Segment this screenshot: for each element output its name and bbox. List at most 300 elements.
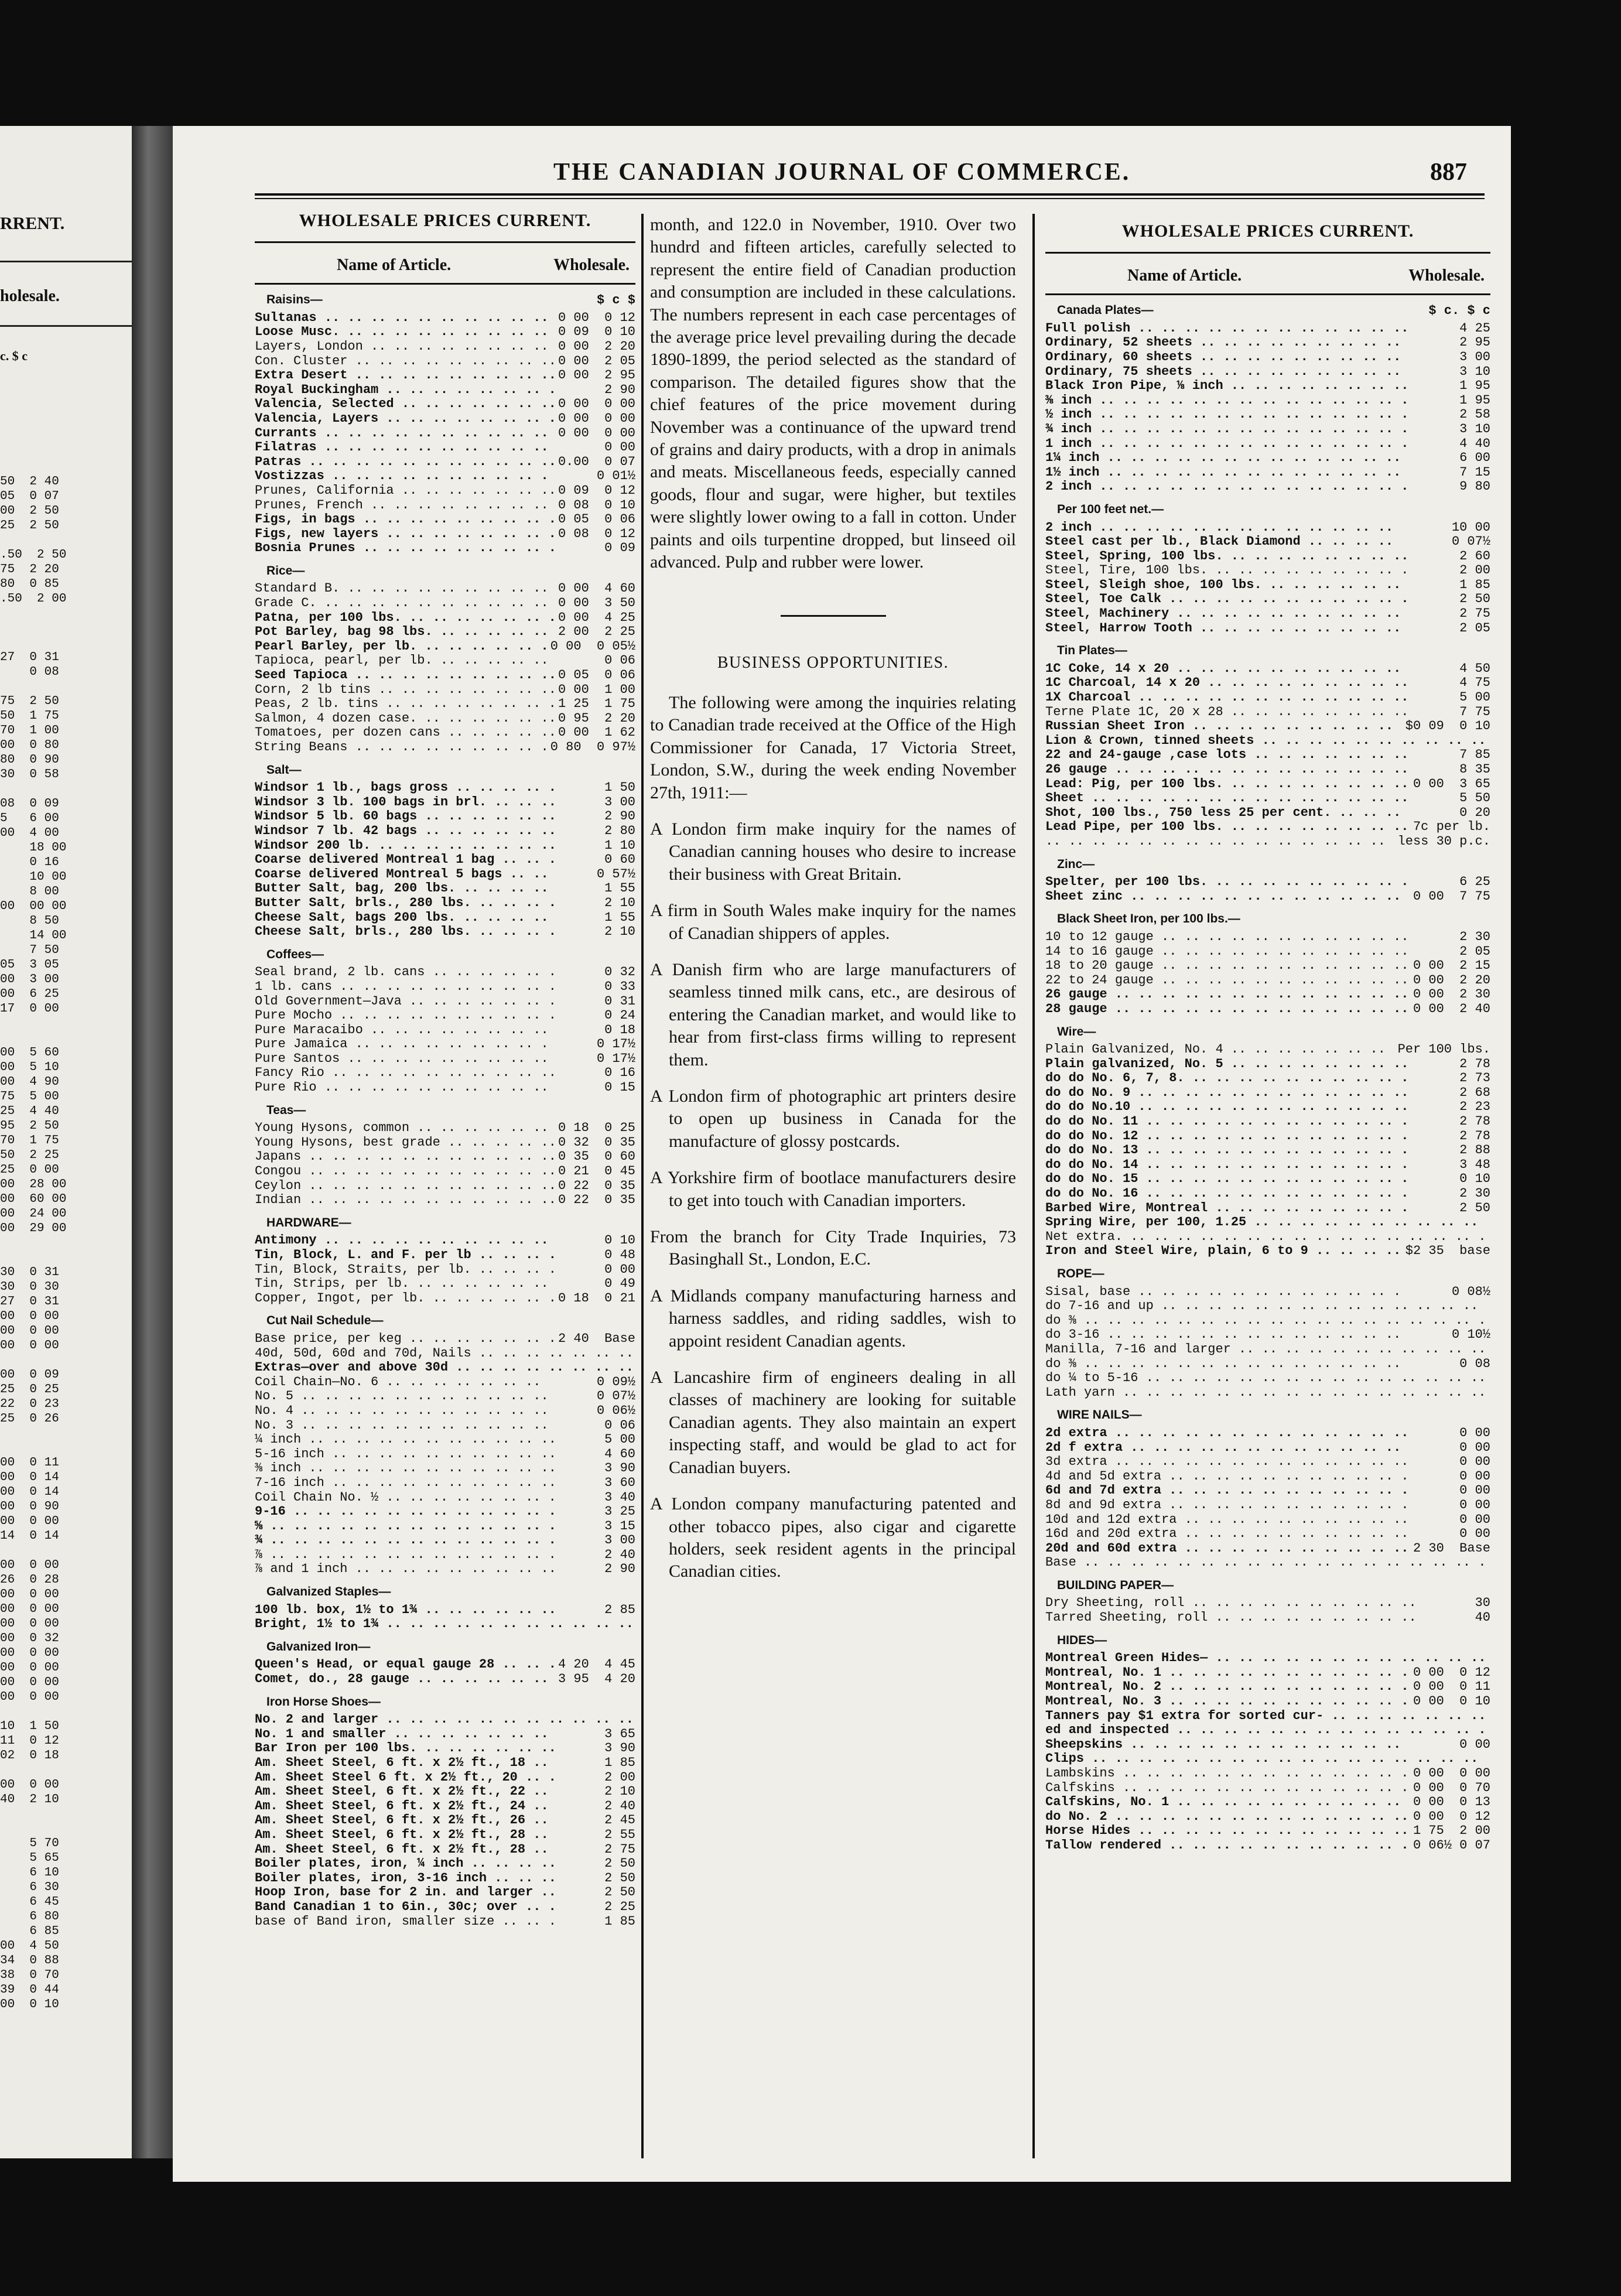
- price-row: [255, 1179, 635, 1194]
- wholesale-price: 0 08 0 12: [558, 527, 635, 541]
- price-fragment: 00 0 00: [0, 1661, 59, 1675]
- article-name: Base .. ..: [1045, 1556, 1488, 1570]
- wholesale-price: 2 40: [558, 1547, 635, 1562]
- section-title: ROPE—: [1057, 1267, 1104, 1280]
- article-name: Steel, Harrow Tooth .. ..: [1045, 621, 1411, 636]
- article-name: do do No.10 .. ..: [1045, 1100, 1411, 1115]
- price-fragment: 27 0 31: [0, 651, 59, 664]
- article-name: Copper, Ingot, per lb. .. ..: [255, 1292, 556, 1306]
- price-row: [255, 412, 635, 426]
- article-name: 8d and 9d extra .. ..: [1045, 1498, 1411, 1513]
- price-fragment: [0, 1353, 132, 1368]
- price-fragment: 10 00: [0, 870, 67, 884]
- article-name: Plain Galvanized, No. 4 .. ..: [1045, 1043, 1396, 1057]
- price-row: [1045, 806, 1490, 821]
- wholesale-price: 0 00 7 75: [1413, 889, 1490, 904]
- wholesale-price: [1488, 734, 1490, 749]
- price-fragment: 00 00 00: [0, 900, 67, 913]
- header-rule: [255, 193, 1485, 196]
- price-fragment: .50 2 00: [0, 592, 67, 606]
- price-fragment: [0, 1016, 132, 1031]
- article-name: Net extra. .. ..: [1045, 1230, 1488, 1245]
- article-name: Am. Sheet Steel 6 ft. x 2½ ft., 20 .. ..: [255, 1771, 556, 1785]
- price-row: [255, 1519, 635, 1534]
- article-name: Ceylon .. ..: [255, 1179, 556, 1194]
- price-row: [1045, 1115, 1490, 1129]
- wholesale-price: 3 00: [1413, 350, 1490, 364]
- section-title: Coffees—: [266, 947, 324, 961]
- article-name: Figs, in bags .. ..: [255, 512, 556, 527]
- price-row: [255, 1885, 635, 1900]
- wholesale-price: 0 07½: [1405, 535, 1490, 549]
- article-name: Am. Sheet Steel, 6 ft. x 2½ ft., 26 .. ..: [255, 1813, 556, 1828]
- article-name: Dry Sheeting, roll .. ..: [1045, 1596, 1426, 1611]
- wholesale-price: 0 10: [1413, 1172, 1490, 1187]
- wholesale-price: 5 50: [1413, 791, 1490, 806]
- wholesale-price: 0 00 4 60: [558, 582, 635, 596]
- article-name: Extras—over and above 30d .. ..: [255, 1361, 633, 1375]
- wholesale-price: 2 05: [1413, 621, 1490, 636]
- wholesale-price: [1488, 1215, 1490, 1230]
- price-fragment: [0, 679, 132, 694]
- price-row: [1045, 973, 1490, 988]
- price-fragment: 80 0 90: [0, 753, 59, 767]
- price-row: [255, 839, 635, 853]
- wholesale-price: 1 50: [558, 781, 635, 795]
- article-name: Spelter, per 100 lbs. .. ..: [1045, 875, 1411, 890]
- article-name: Lion & Crown, tinned sheets .. ..: [1045, 734, 1488, 749]
- price-fragment: 00 4 50: [0, 1939, 59, 1953]
- wholesale-price: 0 08 0 10: [558, 498, 635, 512]
- price-fragment: 8 00: [0, 885, 59, 898]
- price-row: [255, 311, 635, 326]
- price-row: [1045, 1086, 1490, 1101]
- price-row: [255, 1713, 635, 1727]
- price-row: [1045, 1455, 1490, 1470]
- wholesale-price: 2 50: [1413, 1201, 1490, 1215]
- wholesale-prices-column-left: [255, 214, 635, 2170]
- article-name: ⅜ inch .. ..: [255, 1461, 556, 1476]
- price-row: [255, 1332, 635, 1347]
- article-name: Butter Salt, bag, 200 lbs. .. ..: [255, 882, 556, 896]
- previous-page-fragment: [0, 126, 132, 2158]
- price-fragment: 10 1 50: [0, 1720, 59, 1733]
- article-name: Terne Plate 1C, 20 x 28 .. ..: [1045, 705, 1411, 720]
- price-row: [1045, 1328, 1490, 1342]
- price-fragment: 0 16: [0, 856, 59, 869]
- wholesale-price: 7 15: [1413, 465, 1490, 480]
- article-name: Tin, Block, L. and F. per lb .. ..: [255, 1248, 556, 1263]
- wholesale-price: 6 00: [1413, 451, 1490, 466]
- price-fragment: 50 2 25: [0, 1149, 59, 1162]
- price-fragment: 00 4 90: [0, 1075, 59, 1089]
- price-fragment: 00 5 60: [0, 1046, 59, 1060]
- article-name: Coarse delivered Montreal 1 bag .. ..: [255, 853, 556, 867]
- wholesale-price: 2 58: [1413, 408, 1490, 422]
- price-row: [255, 1277, 635, 1292]
- divider: [0, 261, 132, 262]
- article-name: Con. Cluster .. ..: [255, 354, 556, 369]
- price-row: [1045, 437, 1490, 452]
- article-name: Sheet .. ..: [1045, 791, 1411, 806]
- price-row: [1045, 1386, 1490, 1400]
- article-name: Young Hysons, common .. ..: [255, 1121, 556, 1136]
- article-name: 1 lb. cans .. ..: [255, 980, 556, 995]
- wholesale-price: 2 10: [558, 925, 635, 939]
- article-name: Tallow rendered .. ..: [1045, 1839, 1411, 1853]
- price-row: [255, 896, 635, 911]
- price-fragment: [0, 1441, 132, 1456]
- price-row: [1045, 1470, 1490, 1484]
- wholesale-price: 3 90: [558, 1741, 635, 1756]
- price-fragment: [0, 621, 132, 636]
- price-row: [1045, 1244, 1490, 1259]
- article-name: Comet, do., 28 gauge .. ..: [255, 1672, 556, 1687]
- article-name: 28 gauge .. ..: [1045, 1002, 1411, 1017]
- article-name: Am. Sheet Steel, 6 ft. x 2½ ft., 18 .. ..: [255, 1756, 556, 1771]
- wholesale-price: 2 60: [1413, 549, 1490, 563]
- price-fragment: 05 3 05: [0, 958, 59, 972]
- article-name: Am. Sheet Steel, 6 ft. x 2½ ft., 22 .. ..: [255, 1785, 556, 1799]
- price-row: [1045, 1839, 1490, 1853]
- wholesale-price: 2 75: [1413, 607, 1490, 621]
- wholesale-price: 0 00 1 00: [558, 682, 635, 697]
- section-title: Salt—: [266, 763, 302, 777]
- price-row: [255, 354, 635, 369]
- price-fragment: 75 5 00: [0, 1090, 59, 1103]
- price-row: [1045, 1230, 1490, 1245]
- wholesale-price: 0 18 0 21: [558, 1291, 635, 1306]
- article-name: Corn, 2 lb tins .. ..: [255, 683, 556, 698]
- price-row: [255, 1741, 635, 1756]
- price-row: [255, 1404, 635, 1419]
- price-row: [255, 683, 635, 698]
- price-fragment: 00 0 00: [0, 1588, 59, 1601]
- wholesale-price: 2 00: [558, 1770, 635, 1785]
- price-fragment: 25 0 26: [0, 1412, 59, 1426]
- article-name: Horse Hides .. ..: [1045, 1824, 1411, 1839]
- price-row: [1045, 1666, 1490, 1680]
- article-name: do ¼ to 5-16 .. ..: [1045, 1371, 1488, 1386]
- previous-page-heading: RRENT.: [0, 214, 65, 233]
- price-row: [1045, 563, 1490, 578]
- section-title: Rice—: [266, 563, 305, 578]
- article-name: Calfskins, No. 1 .. ..: [1045, 1795, 1411, 1810]
- inquiry-item: A firm in South Wales make inquiry for the names of Canadian shippers of apples.: [650, 901, 1016, 943]
- wholesale-price: 0 16: [558, 1066, 635, 1081]
- price-row: [1045, 1172, 1490, 1187]
- wholesale-prices-column-right: [1045, 214, 1490, 2170]
- price-fragment: 00 0 09: [0, 1368, 59, 1382]
- wholesale-price: 2 90: [558, 809, 635, 824]
- price-row: [255, 1727, 635, 1742]
- price-row: [1045, 875, 1490, 890]
- price-row: [255, 911, 635, 925]
- article-name: Clips .. ..: [1045, 1752, 1488, 1767]
- article-name: 1¼ inch .. ..: [1045, 451, 1411, 466]
- book-gutter: [132, 126, 173, 2158]
- wholesale-price: [1488, 1386, 1490, 1400]
- wholesale-price: 0 00 0 00: [1413, 1767, 1490, 1781]
- price-row: [1045, 1285, 1490, 1300]
- article-name: Manilla, 7-16 and larger .. ..: [1045, 1342, 1488, 1357]
- article-name: do No. 2 .. ..: [1045, 1810, 1411, 1824]
- price-fragment: 6 10: [0, 1866, 59, 1880]
- price-row: [255, 1533, 635, 1548]
- page-header: [173, 158, 1485, 193]
- wholesale-price: 5 00: [1413, 691, 1490, 705]
- price-row: [255, 740, 635, 755]
- wholesale-price: 1 75 2 00: [1413, 1824, 1490, 1839]
- wholesale-price: Per 100 lbs.: [1397, 1043, 1490, 1057]
- article-name: Filatras .. ..: [255, 440, 556, 455]
- wholesale-price: 0 17½: [550, 1037, 635, 1052]
- divider: [1045, 293, 1490, 295]
- price-fragment: [0, 1543, 132, 1558]
- price-row: [255, 455, 635, 470]
- wholesale-price: 10 00: [1405, 520, 1490, 535]
- article-name: do do No. 15 .. ..: [1045, 1172, 1411, 1187]
- price-row: [255, 1375, 635, 1390]
- price-row: [255, 541, 635, 556]
- section-title: Iron Horse Shoes—: [266, 1694, 381, 1709]
- article-name: do ⅜ .. ..: [1045, 1314, 1488, 1328]
- price-row: [255, 925, 635, 939]
- wholesale-price: [1488, 1752, 1490, 1767]
- wholesale-price: 0 06: [558, 1418, 635, 1433]
- wholesale-price: 1 55: [558, 910, 635, 925]
- price-row: [1045, 676, 1490, 691]
- page-number: 887: [1430, 159, 1467, 186]
- article-name: do do No. 16 .. ..: [1045, 1187, 1411, 1201]
- article-name: Fancy Rio .. ..: [255, 1066, 556, 1081]
- inquiry-item: A London firm make inquiry for the names of Canadian canning houses who desire to increase their business with Great Britain.: [650, 819, 1016, 884]
- article-name: Tin, Strips, per lb. .. ..: [255, 1277, 556, 1292]
- article-name: Cheese Salt, bags 200 lbs. .. ..: [255, 911, 556, 925]
- article-name: 1X Charcoal .. ..: [1045, 691, 1411, 705]
- price-row: [1045, 791, 1490, 806]
- price-fragment: 5 70: [0, 1837, 59, 1850]
- wholesale-price: 2 10: [558, 896, 635, 910]
- price-fragment: 00 0 11: [0, 1456, 59, 1470]
- wholesale-price: 4 20 4 45: [558, 1658, 635, 1672]
- wholesale-price: 2 80: [558, 824, 635, 838]
- wholesale-price: 0 00 0 11: [1413, 1680, 1490, 1694]
- wholesale-price: 0 22 0 35: [558, 1193, 635, 1208]
- price-fragment: [0, 1031, 132, 1046]
- price-row: [1045, 1810, 1490, 1824]
- price-fragment: 70 1 75: [0, 1134, 59, 1147]
- article-name: Butter Salt, brls., 280 lbs. .. ..: [255, 896, 556, 911]
- wholesale-price: 0 09½: [550, 1375, 635, 1389]
- price-row: [1045, 691, 1490, 705]
- article-name: 2 inch .. ..: [1045, 521, 1403, 535]
- wholesale-price: 3 10: [1413, 364, 1490, 379]
- price-row: [1045, 763, 1490, 777]
- column-subheading: [1045, 266, 1490, 285]
- wholesale-price: 2 00: [1413, 563, 1490, 578]
- article-name: 1½ inch .. ..: [1045, 466, 1411, 480]
- article-name: 26 gauge .. ..: [1045, 763, 1411, 777]
- article-name: do do No. 12 .. ..: [1045, 1129, 1411, 1144]
- price-row: [1045, 1441, 1490, 1456]
- price-fragment: 00 2 50: [0, 504, 59, 518]
- article-name: 3d extra .. ..: [1045, 1455, 1411, 1470]
- article-name: 4d and 5d extra .. ..: [1045, 1470, 1411, 1484]
- wholesale-price: 7 75: [1413, 705, 1490, 719]
- article-name: Shot, 100 lbs., 750 less 25 per cent. .. ..: [1045, 806, 1411, 821]
- wholesale-price: 0 00: [1413, 1527, 1490, 1542]
- wholesale-price: 0 00 0 12: [1413, 1809, 1490, 1824]
- wholesale-price: 0 05 0 06: [558, 668, 635, 683]
- article-name: Windsor 1 lb., bags gross .. ..: [255, 781, 556, 795]
- price-fragment: 25 2 50: [0, 519, 59, 532]
- wholesale-price: 0 80 0 97½: [550, 740, 635, 754]
- price-row: [255, 1813, 635, 1828]
- price-fragment: 25 4 40: [0, 1105, 59, 1118]
- article-name: Tapioca, pearl, per lb. .. ..: [255, 654, 556, 668]
- wholesale-price: 0 33: [558, 979, 635, 994]
- article-name: Bright, 1½ to 1¾ .. ..: [255, 1617, 633, 1632]
- price-row: [255, 1476, 635, 1491]
- journal-page: [173, 126, 1511, 2182]
- price-row: [255, 640, 635, 654]
- section-title: Per 100 feet net.—: [1057, 502, 1164, 516]
- article-name: Antimony .. ..: [255, 1234, 556, 1248]
- wholesale-price: 0 00 0 13: [1413, 1795, 1490, 1810]
- wholesale-price: 4 50: [1413, 661, 1490, 676]
- price-fragment: 00 60 00: [0, 1193, 67, 1206]
- wholesale-price: 0 00: [1413, 1426, 1490, 1440]
- price-fragment: 00 5 10: [0, 1061, 59, 1074]
- article-name: Seal brand, 2 lb. cans .. ..: [255, 965, 556, 980]
- section-title: WIRE NAILS—: [1057, 1408, 1142, 1422]
- article-name: ⅞ and 1 inch .. ..: [255, 1562, 556, 1577]
- price-row: [255, 397, 635, 412]
- article-name: do do No. 13 .. ..: [1045, 1143, 1411, 1158]
- wholesale-price: 0 00 0 70: [1413, 1781, 1490, 1795]
- price-fragment: 00 4 00: [0, 826, 59, 840]
- wholesale-price: 6 25: [1413, 875, 1490, 890]
- price-row: [255, 484, 635, 498]
- wholesale-price: 0 00 0 10: [1413, 1694, 1490, 1709]
- wholesale-price: 0 15: [558, 1081, 635, 1095]
- article-name: 1 inch .. ..: [1045, 437, 1411, 452]
- column-rule: [1032, 214, 1035, 2158]
- price-row: [255, 1857, 635, 1871]
- wholesale-price: 30: [1428, 1596, 1490, 1611]
- article-name: 40d, 50d, 60d and 70d, Nails .. ..: [255, 1347, 633, 1361]
- price-fragment: 38 0 70: [0, 1969, 59, 1982]
- price-row: [255, 1843, 635, 1857]
- article-name: ¾ inch .. ..: [1045, 422, 1411, 437]
- section-title: Wire—: [1057, 1024, 1096, 1038]
- article-name: Lambskins .. ..: [1045, 1767, 1411, 1781]
- price-row: [255, 853, 635, 867]
- price-fragment: 50 2 40: [0, 475, 59, 488]
- price-row: [255, 383, 635, 398]
- price-row: [1045, 1484, 1490, 1498]
- price-fragment: 5 6 00: [0, 812, 59, 825]
- price-row: [1045, 1680, 1490, 1694]
- article-name: Old Government—Java .. ..: [255, 995, 556, 1009]
- wholesale-price: 2 05: [1413, 944, 1490, 959]
- wholesale-price: 1 55: [558, 882, 635, 896]
- price-fragment: 14 0 14: [0, 1529, 59, 1543]
- wholesale-price: 0 00: [1413, 1440, 1490, 1455]
- price-fragment: 00 0 90: [0, 1500, 59, 1513]
- wholesale-price: 3 95 4 20: [558, 1672, 635, 1687]
- wholesale-price: 2 25: [558, 1899, 635, 1914]
- price-fragment: [0, 1807, 132, 1822]
- article-name: Russian Sheet Iron .. ..: [1045, 719, 1403, 734]
- price-row: [255, 1799, 635, 1814]
- wholesale-price: 0 00: [558, 440, 635, 455]
- wholesale-price: 1 25 1 75: [558, 697, 635, 712]
- article-name: Boiler plates, iron, 3-16 inch .. ..: [255, 1871, 556, 1886]
- price-row: [1045, 1426, 1490, 1441]
- price-fragment: 00 0 00: [0, 1778, 59, 1792]
- wholesale-price: [1488, 1314, 1490, 1328]
- price-row: [255, 340, 635, 354]
- wholesale-price: [1488, 1230, 1490, 1245]
- price-row: [1045, 621, 1490, 636]
- wholesale-price: [633, 1361, 635, 1375]
- price-row: [1045, 422, 1490, 437]
- article-name: do ⅜ .. ..: [1045, 1357, 1411, 1372]
- article-name: 9-16 .. ..: [255, 1505, 556, 1519]
- wholesale-price: 0 06½ 0 07: [1413, 1838, 1490, 1853]
- price-fragment: [0, 1822, 132, 1836]
- article-name: ¼ inch .. ..: [255, 1433, 556, 1447]
- article-name: Hoop Iron, base for 2 in. and larger .. ..: [255, 1885, 556, 1900]
- wholesale-price: 2 00 2 25: [558, 625, 635, 640]
- article-name: Standard B. .. ..: [255, 582, 556, 596]
- price-row: [255, 1121, 635, 1136]
- price-row: [1045, 336, 1490, 350]
- price-row: [255, 1389, 635, 1404]
- price-row: [1045, 1556, 1490, 1570]
- price-fragment: 00 29 00: [0, 1222, 67, 1235]
- price-fragment: 00 0 00: [0, 1603, 59, 1616]
- price-row: [255, 1756, 635, 1771]
- article-name: Windsor 5 lb. 60 bags .. ..: [255, 809, 556, 824]
- price-row: [1045, 748, 1490, 763]
- article-name: No. 1 and smaller .. ..: [255, 1727, 556, 1742]
- price-fragment: 8 50: [0, 914, 59, 928]
- wholesale-price: 0 00 2 30: [1413, 988, 1490, 1002]
- article-name: Base price, per keg .. ..: [255, 1332, 556, 1347]
- wholesale-price: 2 78: [1413, 1115, 1490, 1129]
- article-name: 20d and 60d extra .. ..: [1045, 1542, 1411, 1556]
- wholesale-price: 3 65: [558, 1727, 635, 1741]
- wholesale-price: 3 00: [558, 1533, 635, 1548]
- price-row: [1045, 820, 1490, 835]
- article-name: Boiler plates, iron, ¼ inch .. ..: [255, 1857, 556, 1871]
- article-name: Ordinary, 60 sheets .. ..: [1045, 350, 1411, 365]
- wholesale-price: 0 09: [558, 541, 635, 556]
- wholesale-price: 2 30: [1413, 1187, 1490, 1201]
- wholesale-price: 0 95 2 20: [558, 711, 635, 726]
- article-name: Coil Chain No. ½ .. ..: [255, 1491, 556, 1505]
- price-row: [1045, 1357, 1490, 1372]
- wholesale-price: 7c per lb.: [1413, 820, 1490, 835]
- price-fragment: 50 1 75: [0, 709, 59, 723]
- price-row: [255, 726, 635, 740]
- price-row: [255, 1900, 635, 1915]
- article-name: Iron and Steel Wire, plain, 6 to 9 .. ..: [1045, 1244, 1403, 1259]
- article-name: [1045, 835, 1396, 849]
